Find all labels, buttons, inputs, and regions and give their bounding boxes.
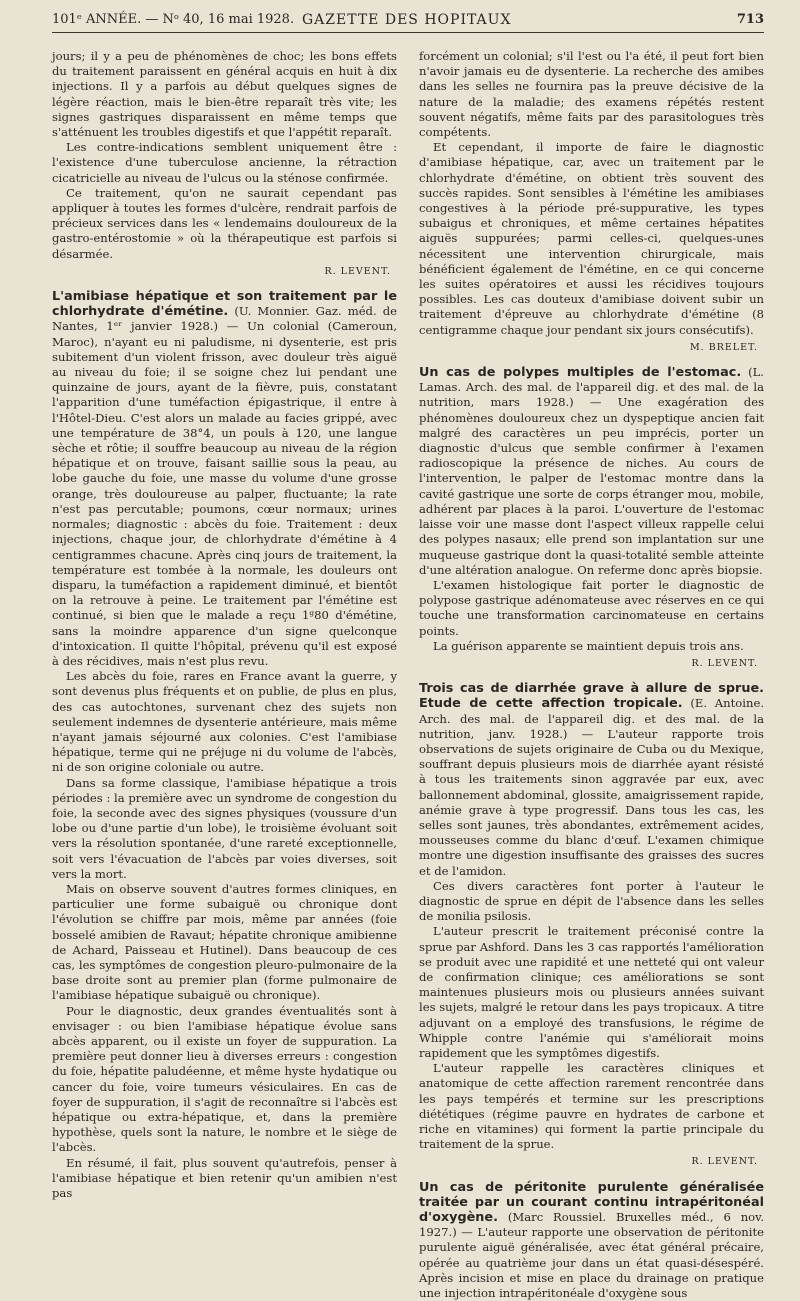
article-title: L'amibiase hépatique et son traitement par le chlorhydrate d'émétine. bbox=[52, 289, 397, 320]
paragraph: En résumé, il fait, plus souvent qu'autrefois, penser à l'amibiase hépatique et bien retenir qu'un amibien n'est pas bbox=[52, 1155, 397, 1201]
article-title: Un cas de polypes multiples de l'estomac. bbox=[419, 365, 742, 381]
article-title: Un cas de péritonite purulente généralisée traitée par un courant continu intrapéritonéal d'oxygène. bbox=[419, 1179, 764, 1226]
paragraph: — L'auteur rapporte trois observations de sujets originaire de Cuba ou du Mexique, souffrant depuis plusieurs mois de diarrhée ayant résisté à tous les traitements sinon aggravée par eux, avec ballonnement abdominal, glossite, amaigrissement rapide, anémie grave à type progressif. Dans tous les cas, les selles sont jaunes, très abondantes, extrêmement acides, mousseuses comme du blanc d'œuf. L'examen chimique montre une digestion insuffisante des graisses des sucres et de l'amidon. bbox=[419, 726, 765, 878]
paragraph: — L'auteur rapporte une observation de péritonite purulente aiguë généralisée, avec état général précaire, opérée au quatrième jour dans un état quasi-désespéré. Après incision et mise en place du drainage on pratique une injection intrapéritonéale d'oxygène sous bbox=[419, 1225, 764, 1301]
paragraph: Mais on observe souvent d'autres formes cliniques, en particulier une forme subaiguë ou chronique dont l'évolution se chiffre par mois, même par années (foie bosselé amibien de Ravaut; hépatite chronique amibienne de Achard, Paisseau et Hutinel). Dans beaucoup de ces cas, les symptômes de congestion pleuro-pulmonaire de la base droite sont au premier plan (forme pulmonaire de l'amibiase hépatique subaiguë ou chronique). bbox=[52, 881, 397, 1003]
text-columns bbox=[52, 49, 764, 1301]
article-reference: (L. Lamas. Arch. des mal. de l'appareil dig. et des mal. de la nutrition, mars 1928.) bbox=[419, 365, 764, 410]
paragraph: forcément un colonial; s'il l'est ou l'a été, il peut fort bien n'avoir jamais eu de dysenterie. La recherche des amibes dans les selles ne fournira pas la preuve décisive de la nature de la maladie; des examens répétés restent souvent négatifs, même faits par des parasitologues très compétents. bbox=[419, 49, 764, 140]
page-header bbox=[52, 6, 764, 33]
left-column bbox=[52, 49, 397, 1301]
paragraph: — Une exagération des phénomènes douloureux chez un dyspeptique ancien fait malgré des caractères un peu imprécis, porter un diagnostic d'ulcus que semble confirmer à l'examen radioscopique la présence de niches. Au cours de l'intervention, le palper de l'estomac montre dans la cavité gastrique une sorte de corps étranger mou, mobile, adhérent par places à la paroi. L'ouverture de l'estomac laisse voir une masse dont l'aspect villeux rappelle celui des polypes nasaux; elle prend son implantation sur une muqueuse gastrique dont la quasi-totalité semble atteinte d'une altération analogue. On referme donc après biopsie. bbox=[419, 395, 765, 577]
article-title: Trois cas de diarrhée grave à allure de sprue. Etude de cette affection tropicale. bbox=[419, 681, 764, 712]
paragraph: L'auteur prescrit le traitement préconisé contre la sprue par Ashford. Dans les 3 cas rapportés l'amélioration se produit avec une rapidité et une netteté qui ont valeur de confirmation clinique; ces améliorations se sont maintenues plusieurs mois ou plusieurs années suivant les sujets, malgré le retour dans les pays tropicaux. A titre adjuvant on a employé des transfusions, le régime de Whipple contre l'anémie qui s'améliorait moins rapidement que les symptômes digestifs. bbox=[419, 924, 764, 1060]
article-reference: (Marc Roussiel. Bruxelles méd., 6 nov. 1927.) bbox=[419, 1210, 765, 1240]
paragraph: Et cependant, il importe de faire le diagnostic d'amibiase hépatique, car, avec un traitement par le chlorhydrate d'émétine, on obtient très souvent des succès rapides. Sont sensibles à l'émétine les amibiases congestives à la période pré-suppurative, les types subaigus et chroniques, et même certaines hépatites aiguës suppurées; parmi celles-ci, quelques-unes nécessitent une intervention chirurgicale, mais bénéficient également de l'émétine, en ce qui concerne les suites opératoires et aussi les récidives toujours possibles. Les cas douteux d'amibiase doivent subir un traitement d'épreuve au chlorhydrate d'émétine (8 centigramme chaque jour pendant six jours consécutifs). bbox=[419, 140, 764, 337]
page-number: 713 bbox=[736, 12, 764, 27]
journal-title: GAZETTE DES HOPITAUX bbox=[302, 12, 512, 28]
right-column bbox=[419, 49, 764, 1301]
paragraph: Les contre-indications semblent uniquement être : l'existence d'une tuberculose ancienne, la rétraction cicatricielle au niveau de l'ulcus ou la sténose confirmée. bbox=[52, 140, 397, 185]
author-signature: R. LEVENT. bbox=[691, 657, 758, 669]
paragraph: Ce traitement, qu'on ne saurait cependant pas appliquer à toutes les formes d'ulcère, rendrait parfois de précieux services dans les « lendemains douloureux de la gastro-entérostomie » où la thérapeutique est parfois si désarmée. bbox=[52, 185, 397, 261]
paragraph: jours; il y a peu de phénomènes de choc; les bons effets du traitement paraissent en général acquis en huit à dix injections. Il y a parfois au début quelques signes de légère réaction, mais le bien-être reparaît très vite; les signes gastriques disparaissent en même temps que s'atténuent les troubles digestifs et que l'appétit reparaît. bbox=[52, 49, 397, 140]
issue-info: 101ᵉ ANNÉE. — Nᵒ 40, 16 mai 1928. bbox=[52, 12, 295, 27]
article-reference: (U. Monnier. Gaz. méd. de Nantes, 1ᵉʳ janvier 1928.) bbox=[52, 304, 398, 334]
paragraph: L'examen histologique fait porter le diagnostic de polypose gastrique adénomateuse avec réserves en ce qui touche une transformation carcinomateuse en certains points. bbox=[419, 577, 764, 638]
paragraph: Ces divers caractères font porter à l'auteur le diagnostic de sprue en dépit de l'absence dans les selles de monilia psilosis. bbox=[419, 878, 764, 924]
paragraph: Les abcès du foie, rares en France avant la guerre, y sont devenus plus fréquents et on publie, de plus en plus, des cas autochtones, survenant chez des sujets non seulement indemnes de dysenterie antérieure, mais même n'ayant jamais séjourné aux colonies. C'est l'amibiase hépatique, terme qui ne préjuge ni du volume de l'abcès, ni de son origine coloniale ou autre. bbox=[52, 669, 397, 775]
paragraph: — Un colonial (Cameroun, Maroc), n'ayant eu ni paludisme, ni dysenterie, est pris subitement d'un violent frisson, avec douleur très aiguë au niveau du foie; il se soigne chez lui pendant une quinzaine de jours, ayant de la fièvre, puis, constatant l'apparition d'une tuméfaction épigastrique, il entre à l'Hôtel-Dieu. C'est alors un malade au facies grippé, avec une température de 38°4, un pouls à 120, une langue sèche et rôtie; il souffre beaucoup au niveau de la région hépatique et on trouve, faisant saillie sous la peau, au lobe gauche du foie, une masse du volume d'une grosse orange, très douloureuse au palper, fluctuante; la rate n'est pas percutable; poumons, cœur normaux; urines normales; diagnostic : abcès du foie. Traitement : deux injections, chaque jour, de chlorhydrate d'émétine à 4 centigrammes chacune. Après cinq jours de traitement, la température est tombée à la normale, les douleurs ont disparu, la tuméfaction a rapidement diminué, et bientôt on la retrouve à peine. Le traitement par l'émétine est continué, si bien que le malade a reçu 1ᵍ80 d'émétine, sans la moindre apparence d'un signe quelconque d'intoxication. Il quitte l'hôpital, prévenu qu'il est exposé à des récidives, mais n'est plus revu. bbox=[52, 319, 398, 668]
author-signature: M. BRELET. bbox=[689, 341, 758, 353]
paragraph: L'auteur rappelle les caractères cliniques et anatomique de cette affection rarement rencontrée dans les pays tempérés et termine sur les prescriptions diététiques (régime pauvre en hydrates de carbone et riche en vitamines) qui forment la partie principale du traitement de la sprue. bbox=[419, 1061, 764, 1152]
author-signature: R. LEVENT. bbox=[324, 265, 391, 277]
paragraph: Pour le diagnostic, deux grandes éventualités sont à envisager : ou bien l'amibiase hépatique évolue sans abcès apparent, ou il existe un foyer de suppuration. La première peut donner lieu à diverses erreurs : congestion du foie, hépatite paludéenne, et même hyste hydatique ou cancer du foie, voire tumeurs vésiculaires. En cas de foyer de suppuration, il s'agit de reconnaître si l'abcès est hépatique ou extra-hépatique, et, dans la première hypothèse, quels sont la nature, le nombre et le siège de l'abcès. bbox=[52, 1003, 397, 1155]
paragraph: Dans sa forme classique, l'amibiase hépatique a trois périodes : la première avec un syndrome de congestion du foie, la seconde avec des signes physiques (voussure d'un lobe ou d'une partie d'un lobe), le troisième évoluant soit vers la résolution spontanée, d'une rareté exceptionnelle, soit vers l'évacuation de l'abcès par voies diverses, soit vers la mort. bbox=[52, 775, 397, 881]
paragraph: La guérison apparente se maintient depuis trois ans. bbox=[433, 638, 744, 653]
author-signature: R. LEVENT. bbox=[691, 1156, 758, 1168]
article-reference: (E. Antoine. Arch. des mal. de l'appareil dig. et des mal. de la nutrition, janv. 1928.) bbox=[419, 696, 765, 741]
